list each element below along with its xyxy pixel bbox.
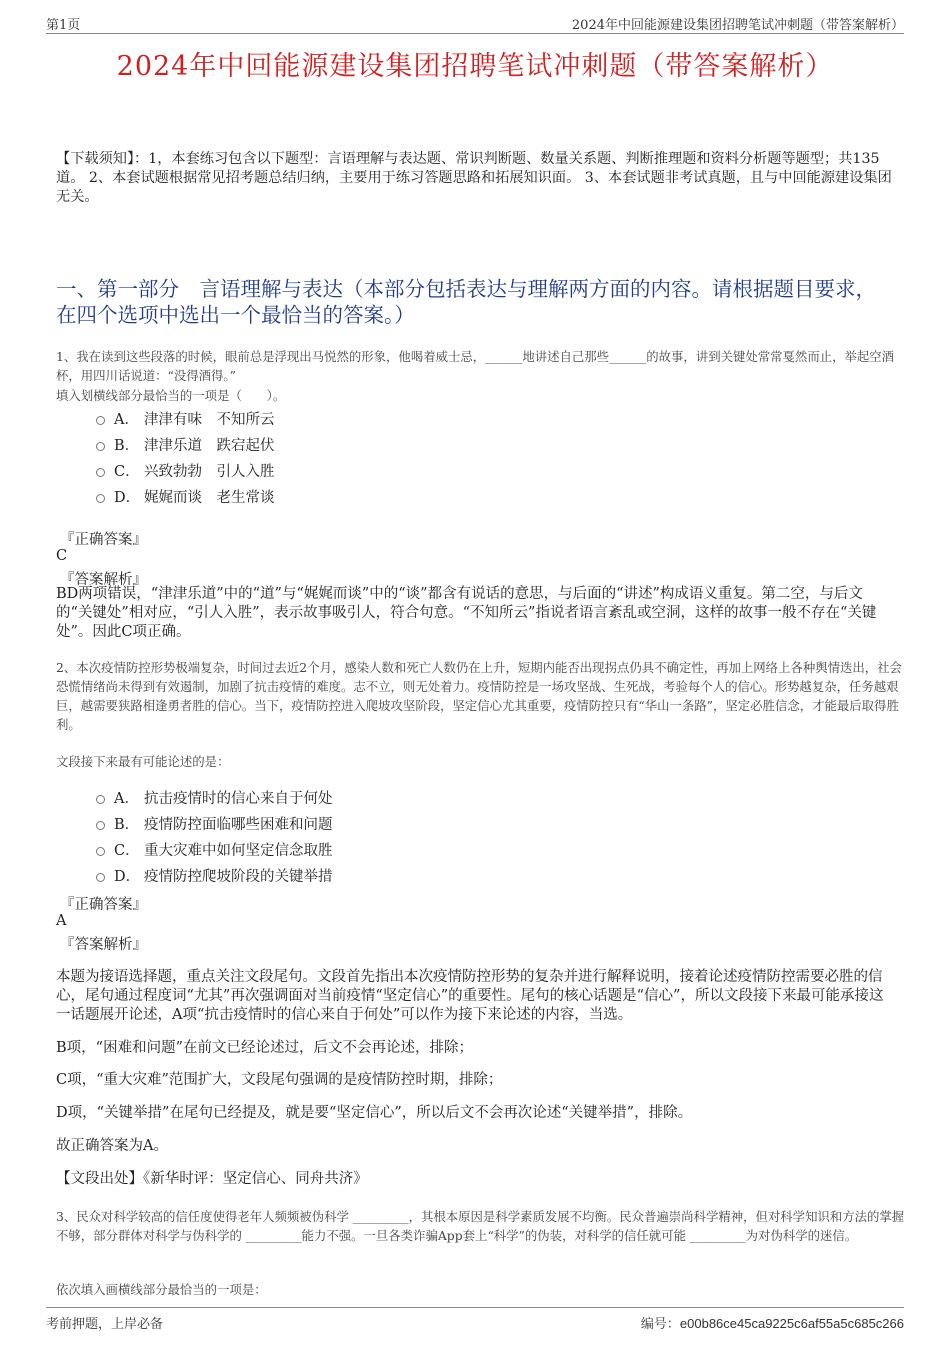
footer-code-label: 编号： xyxy=(640,1317,680,1332)
q1-answer: C xyxy=(56,548,68,564)
q2-analysis-label: 『答案解析』 xyxy=(60,937,147,953)
q2-option-a[interactable]: A． 抗击疫情时的信心来自于何处 xyxy=(96,787,333,807)
q1-analysis-label: 『答案解析』 xyxy=(60,572,147,588)
radio-icon[interactable] xyxy=(96,873,105,882)
q1-option-a[interactable]: A． 津津有味 不知所云 xyxy=(96,408,275,428)
q1-option-b[interactable]: B． 津津乐道 跌宕起伏 xyxy=(96,434,275,454)
q3-stem: 3、民众对科学较高的信任度使得老年人频频被伪科学 _________，其根本原因是科学素质发展不均衡。民众普遍崇尚科学精神，但对科学知识和方法的掌握不够，部分群体对科学与伪科学的 _________能力不强。一旦各类诈骗App套上“科学”的伪装，对科学的信任就可能 _________为对伪科学的迷信。 xyxy=(56,1209,905,1243)
q3-prompt: 依次填入画横线部分最恰当的一项是： xyxy=(56,1282,267,1297)
radio-icon[interactable] xyxy=(96,468,105,477)
page-number: 第1页 xyxy=(46,18,81,33)
q2-option-c[interactable]: C． 重大灾难中如何坚定信念取胜 xyxy=(96,839,333,859)
q2-prompt: 文段接下来最有可能论述的是： xyxy=(56,754,230,769)
q2-analysis-para-1: 本题为接语选择题，重点关注文段尾句。文段首先指出本次疫情防控形势的复杂并进行解释说明，接着论述疫情防控需要必胜的信心，尾句通过程度词“尤其”再次强调面对当前疫情“坚定信心”的重要性。尾句的核心话题是“信心”，所以文段接下来最可能承接这一话题展开论述，A项“抗击疫情时的信心来自于何处”可以作为接下来论述的内容，当选。 xyxy=(56,969,884,1023)
q1-prompt: 填入划横线部分最恰当的一项是（ ）。 xyxy=(56,388,286,403)
q2-source: 【文段出处】《新华时评：坚定信心、同舟共济》 xyxy=(56,1171,368,1187)
q2-option-b[interactable]: B． 疫情防控面临哪些困难和问题 xyxy=(96,813,333,833)
footer-rule xyxy=(46,1307,904,1308)
q1-stem: 1、我在读到这些段落的时候，眼前总是浮现出马悦然的形象，他喝着威士忌，______地讲述自己那些______的故事，讲到关键处常常戛然而止，举起空酒杯，用四川话说道：“没得酒得。” xyxy=(56,349,895,383)
q1-option-d[interactable]: D． 娓娓而谈 老生常谈 xyxy=(96,486,275,506)
page-title: 2024年中回能源建设集团招聘笔试冲刺题（带答案解析） xyxy=(116,51,834,82)
download-notice: 【下载须知】：1，本套练习包含以下题型：言语理解与表达题、常识判断题、数量关系题、判断推理题和资料分析题等题型；共135道。 2、本套试题根据常见招考题总结归纳，主要用于练习答题思路和拓展知识面。 3、本套试题非考试真题，且与中回能源建设集团无关。 xyxy=(56,151,892,205)
q1-answer-label: 『正确答案』 xyxy=(60,532,147,548)
radio-icon[interactable] xyxy=(96,821,105,830)
q2-analysis-para-2: B项，“困难和问题”在前文已经论述过，后文不会再论述，排除； xyxy=(56,1040,473,1056)
q2-option-d[interactable]: D． 疫情防控爬坡阶段的关键举措 xyxy=(96,865,333,885)
footer-code-value: e00b86ce45ca9225c6af55a5c685c266 xyxy=(679,1316,904,1331)
radio-icon[interactable] xyxy=(96,442,105,451)
radio-icon[interactable] xyxy=(96,847,105,856)
q2-answer: A xyxy=(56,913,67,929)
q2-analysis-para-4: D项，“关键举措”在尾句已经提及，就是要“坚定信心”，所以后文不会再次论述“关键举措”，排除。 xyxy=(56,1105,693,1121)
header-doc-title: 2024年中回能源建设集团招聘笔试冲刺题（带答案解析） xyxy=(571,18,904,33)
q2-answer-label: 『正确答案』 xyxy=(60,897,147,913)
footer-slogan: 考前押题，上岸必备 xyxy=(46,1317,164,1332)
footer-code xyxy=(641,1313,904,1332)
section-heading: 一、第一部分 言语理解与表达（本部分包括表达与理解两方面的内容。请根据题目要求，在四个选项中选出一个最恰当的答案。） xyxy=(56,277,876,327)
q2-stem: 2、本次疫情防控形势极端复杂，时间过去近2个月，感染人数和死亡人数仍在上升，短期内能否出现拐点仍具不确定性，再加上网络上各种舆情迭出，社会恐慌情绪尚未得到有效遏制，加剧了抗击疫情的难度。志不立，则无处着力。疫情防控是一场攻坚战、生死战，考验每个人的信心。形势越复杂，任务越艰巨，越需要狭路相逢勇者胜的信心。当下，疫情防控进入爬坡攻坚阶段，坚定信心尤其重要，疫情防控只有“华山一条路”，坚定必胜信念，才能最后取得胜利。 xyxy=(56,660,902,732)
q2-analysis-para-3: C项，“重大灾难”范围扩大，文段尾句强调的是疫情防控时期，排除； xyxy=(56,1072,503,1088)
radio-icon[interactable] xyxy=(96,494,105,503)
radio-icon[interactable] xyxy=(96,795,105,804)
q1-option-c[interactable]: C． 兴致勃勃 引人入胜 xyxy=(96,460,275,480)
header-rule xyxy=(46,33,904,34)
radio-icon[interactable] xyxy=(96,416,105,425)
q1-analysis: BD两项错误，“津津乐道”中的“道”与“娓娓而谈”中的“谈”都含有说话的意思，与后面的“讲述”构成语义重复。第二空，与后文的“关键处”相对应，“引人入胜”，表示故事吸引人，符合句意。“不知所云”指说者语言紊乱或空洞，这样的故事一般不存在“关键处”。因此C项正确。 xyxy=(56,586,877,640)
q2-analysis-para-5: 故正确答案为A。 xyxy=(56,1138,168,1154)
